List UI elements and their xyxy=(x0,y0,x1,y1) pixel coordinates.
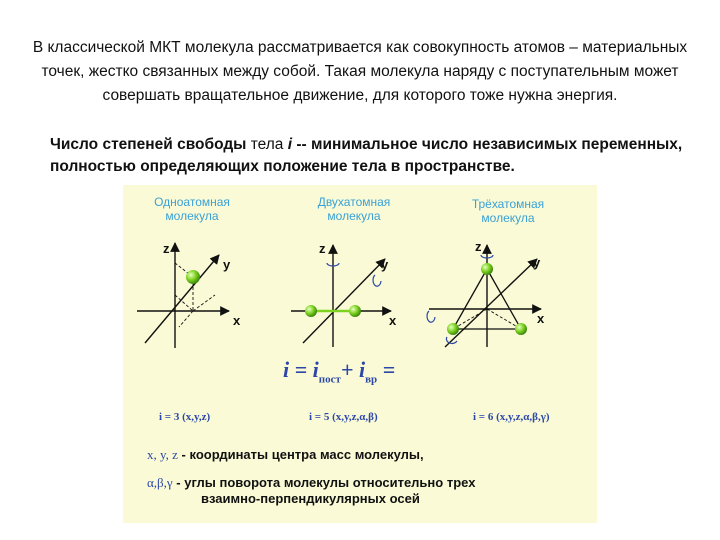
definition-middle: тела xyxy=(246,136,288,153)
tri-x-label: x xyxy=(537,311,545,326)
tri-y-label: y xyxy=(533,255,541,270)
atom-icon xyxy=(305,305,317,317)
di-x-label: x xyxy=(389,313,397,328)
rotation-arrow-icon xyxy=(427,311,435,322)
note-angles: α,β,γ - углы поворота молекулы относительно трех xyxy=(147,475,476,490)
dof-triatomic: i = 6 (x,y,z,α,β,γ) xyxy=(473,411,550,423)
atom-icon xyxy=(186,270,200,284)
molecule-diagrams xyxy=(123,185,597,523)
atom-icon xyxy=(447,323,459,335)
triatomic-axes xyxy=(427,239,545,347)
note-coordinates: x, y, z - координаты центра масс молекулы, xyxy=(147,447,424,462)
di-y-label: y xyxy=(381,257,389,272)
note-angles-continued: взаимно-перпендикулярных осей xyxy=(201,491,420,506)
atom-icon xyxy=(349,305,361,317)
definition-paragraph xyxy=(50,134,700,178)
monoatomic-axes xyxy=(137,241,241,348)
diagram-panel xyxy=(123,185,597,523)
mono-x-label: x xyxy=(233,313,241,328)
definition-rest: -- минимальное число независимых переменных, полностью определяющих положение тела в пространстве. xyxy=(50,136,683,175)
rotation-arrow-icon xyxy=(373,275,381,286)
definition-term: Число степеней свободы xyxy=(50,136,247,153)
mono-z-label: z xyxy=(163,241,170,256)
dof-monoatomic: i = 3 (x,y,z) xyxy=(159,411,211,423)
di-z-label: z xyxy=(319,241,326,256)
diatomic-axes xyxy=(291,241,397,347)
dof-diatomic: i = 5 (x,y,z,α,β) xyxy=(309,411,378,423)
intro-paragraph: В классической МКТ молекула рассматривается как совокупность атомов – материальных точек, жестко связанных между собой. Такая молекула наряду с поступательным может совершать вращательное движение, для которого тоже нужна энергия. xyxy=(32,39,688,104)
label-diatomic: Двухатомная молекула xyxy=(317,195,391,223)
tri-z-label: z xyxy=(475,239,482,254)
mono-y-label: y xyxy=(223,257,231,272)
label-triatomic: Трёхатомная молекула xyxy=(471,197,545,225)
definition-symbol: i xyxy=(287,136,293,153)
atom-icon xyxy=(515,323,527,335)
atom-icon xyxy=(481,263,493,275)
label-monoatomic: Одноатомная молекула xyxy=(154,195,230,223)
formula-total-dof: $i = i_{пост}+ i_{вр}$ = xyxy=(283,357,396,386)
